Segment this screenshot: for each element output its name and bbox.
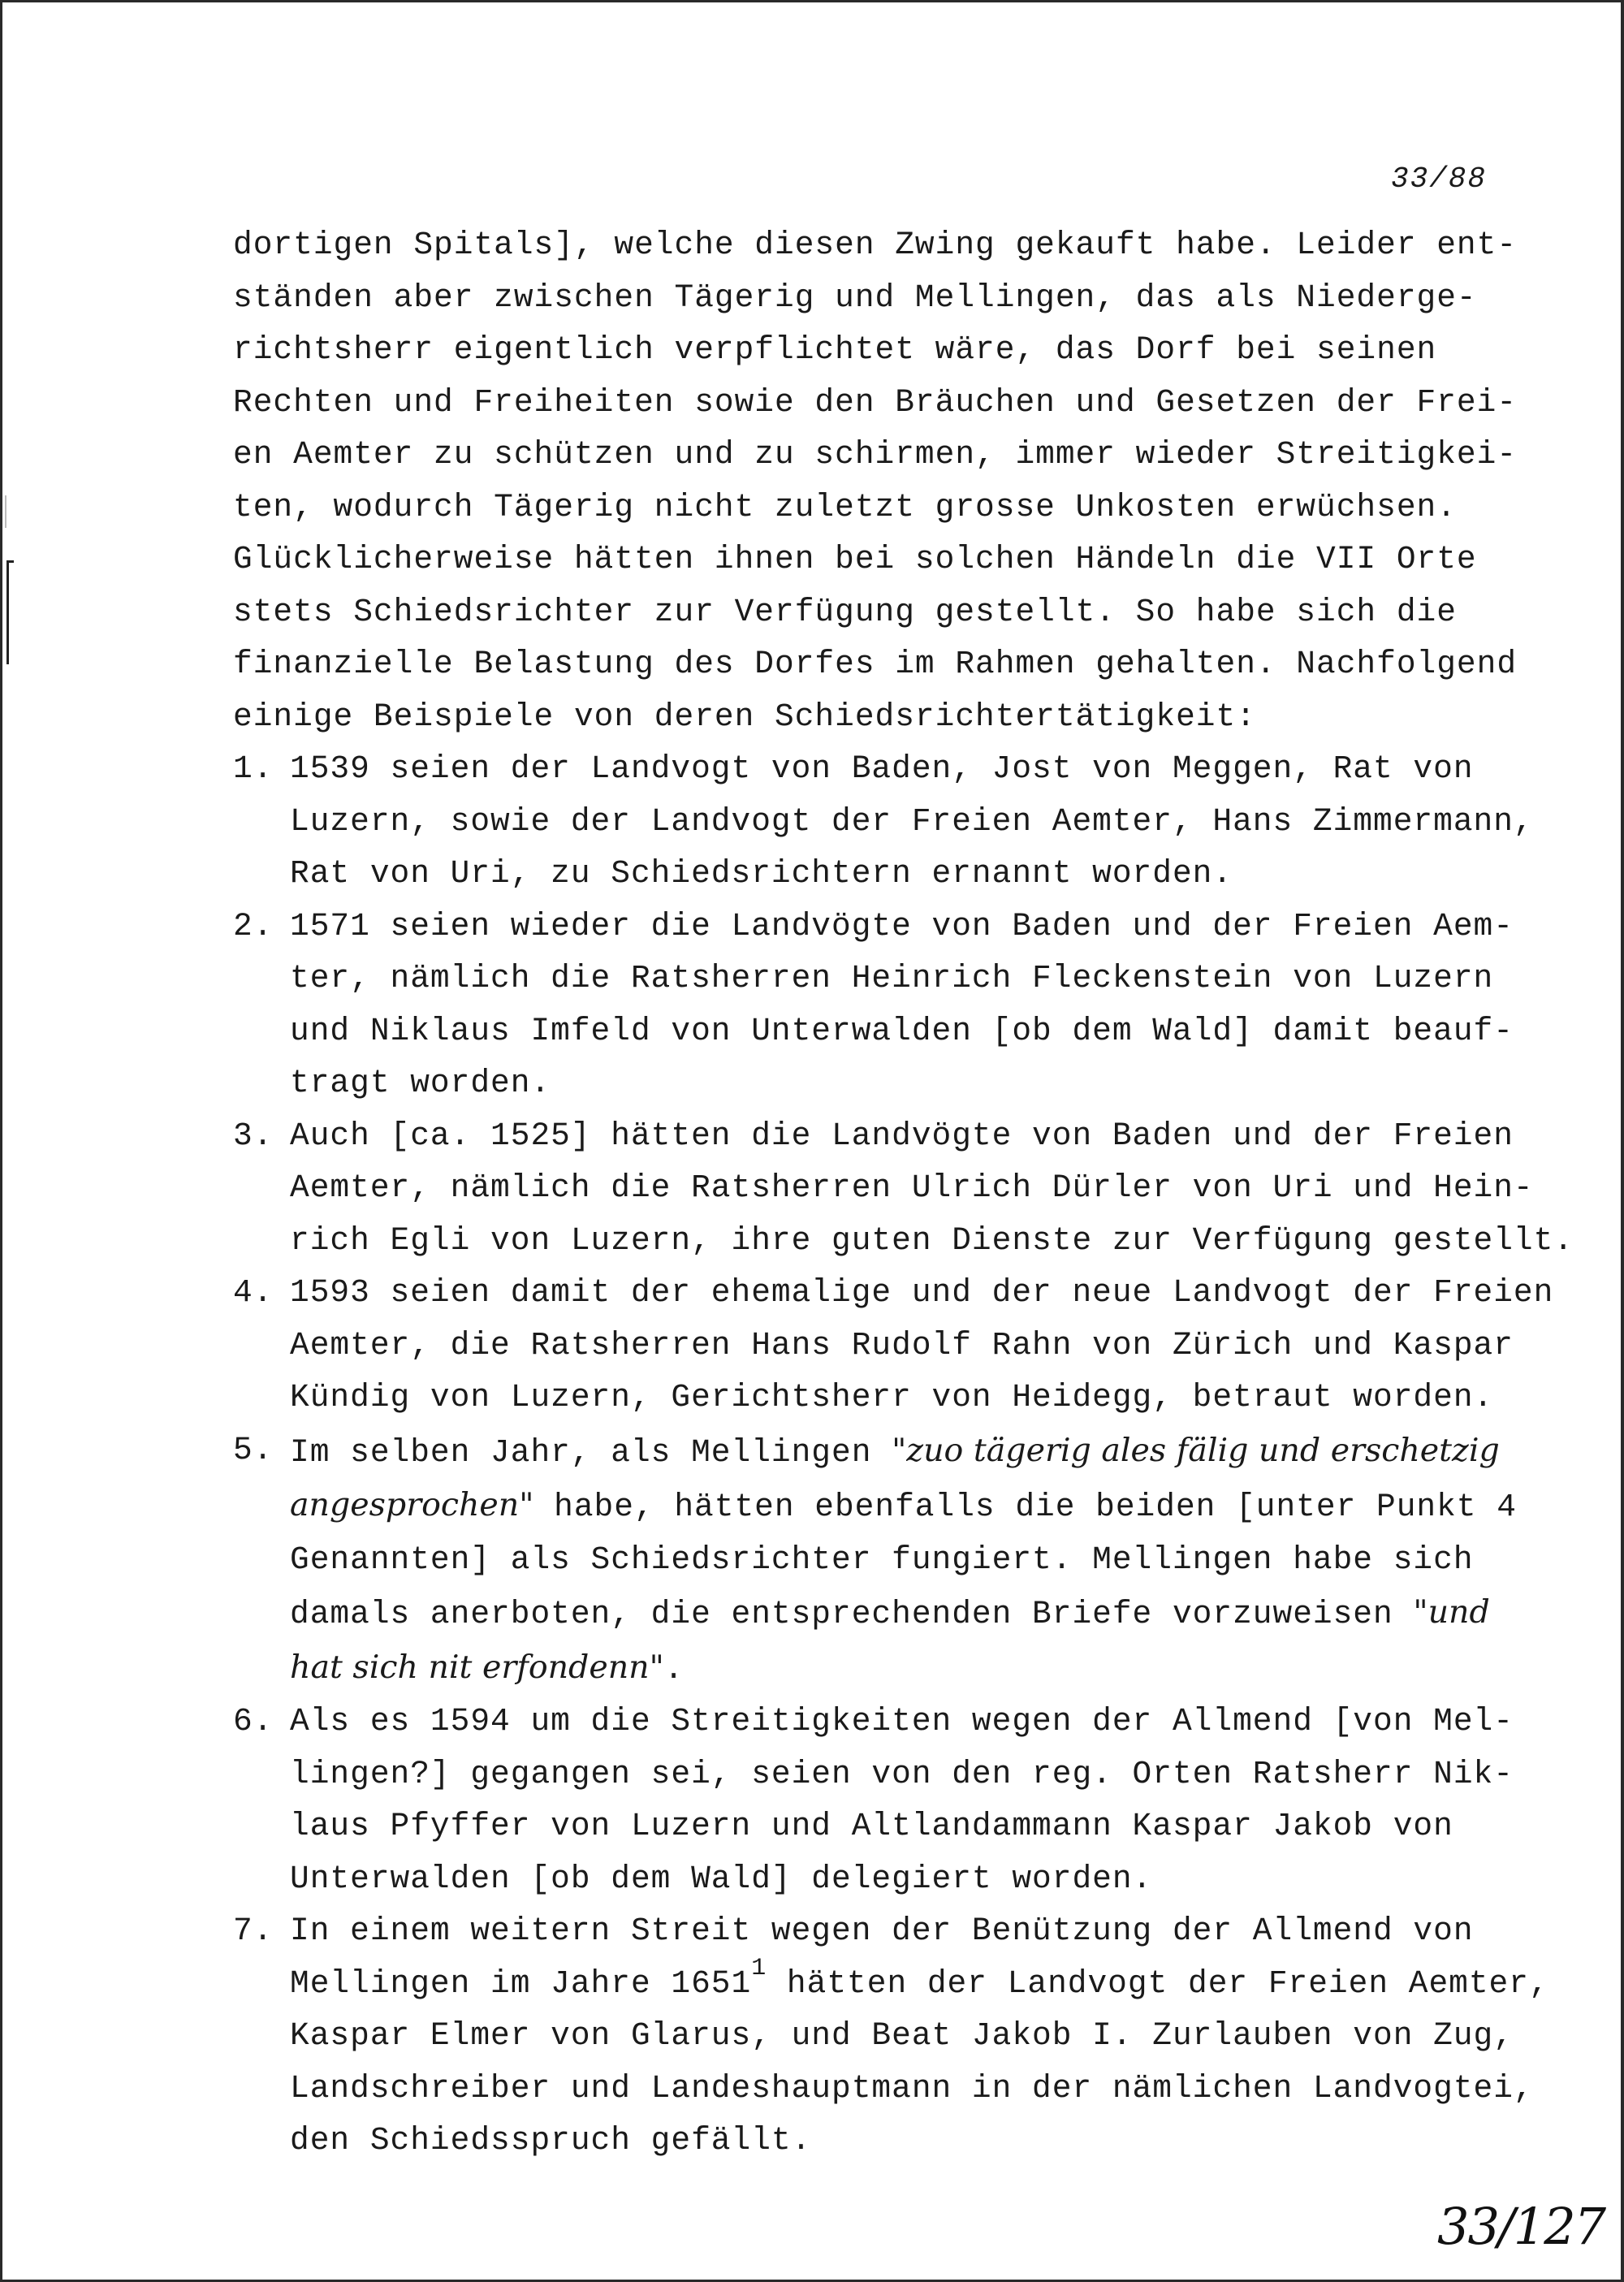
list-item — [233, 743, 1597, 901]
body-text — [233, 219, 1597, 2167]
text-line: 1539 seien der Landvogt von Baden, Jost von Meggen, Rat von — [290, 750, 1474, 787]
text-line: Unterwalden [ob dem Wald] delegiert worden. — [290, 1860, 1153, 1897]
footnote-marker: 1 — [751, 1954, 767, 1982]
text-line: Genannten] als Schiedsrichter fungiert. Mellingen habe sich — [290, 1541, 1474, 1578]
text-line: In einem weitern Streit wegen der Benützung der Allmend von — [290, 1912, 1474, 1949]
scan-edge-top — [0, 0, 1624, 2]
text-line — [290, 1586, 1597, 1641]
text-segment: habe, hätten ebenfalls die beiden [unter Punkt 4 — [533, 1489, 1517, 1525]
text-line: Kündig von Luzern, Gerichtsherr von Heidegg, betraut worden. — [290, 1379, 1494, 1415]
quoted-source-text: "zuo tägerig ales fälig und erschetzig — [892, 1431, 1500, 1469]
text-line: Rechten und Freiheiten sowie den Bräuchen und Gesetzen der Frei- — [233, 383, 1518, 421]
text-segment: hätten der Landvogt der Freien Aemter, — [767, 1964, 1549, 2002]
quoted-source-text: hat sich nit erfondenn" — [290, 1648, 664, 1686]
text-line: lingen?] gegangen sei, seien von den reg. Orten Ratsherr Nik- — [290, 1755, 1514, 1792]
text-line — [290, 1641, 1597, 1696]
text-line: laus Pfyffer von Luzern und Altlandammann Kaspar Jakob von — [290, 1808, 1453, 1844]
text-segment: Im selben Jahr, als Mellingen — [290, 1433, 892, 1471]
scan-edge-left — [0, 0, 2, 2282]
text-segment: . — [663, 1650, 685, 1688]
text-line: Aemter, die Ratsherren Hans Rudolf Rahn von Zürich und Kaspar — [290, 1326, 1514, 1364]
text-segment: damals anerboten, die entsprechenden Briefe vorzuweisen — [290, 1596, 1414, 1632]
text-segment: Mellingen im Jahre 1651 — [290, 1964, 752, 2002]
text-line: Luzern, sowie der Landvogt der Freien Aemter, Hans Zimmermann, — [290, 802, 1534, 840]
list-number: 3. — [233, 1117, 274, 1154]
text-line: finanzielle Belastung des Dorfes im Rahmen gehalten. Nachfolgend — [233, 646, 1518, 682]
text-line: Rat von Uri, zu Schiedsrichtern ernannt worden. — [290, 855, 1233, 892]
text-line: und Niklaus Imfeld von Unterwalden [ob dem Wald] damit beauf- — [290, 1012, 1514, 1049]
text-line: 1593 seien damit der ehemalige und der neue Landvogt der Freien — [290, 1274, 1554, 1311]
list-item — [233, 1696, 1597, 1905]
text-line — [290, 1424, 1597, 1480]
text-line: tragt worden. — [290, 1065, 551, 1101]
text-line: en Aemter zu schützen und zu schirmen, immer wieder Streitigkei- — [233, 436, 1518, 473]
text-line: dortigen Spitals], welche diesen Zwing gekauft habe. Leider ent- — [233, 227, 1518, 263]
text-line — [290, 1479, 1597, 1534]
list-item — [233, 901, 1597, 1110]
examples-list — [233, 743, 1597, 2167]
list-number: 6. — [233, 1703, 274, 1740]
text-line: Kaspar Elmer von Glarus, und Beat Jakob I. Zurlauben von Zug, — [290, 2017, 1514, 2054]
text-line: ständen aber zwischen Tägerig und Mellingen, das als Niederge- — [233, 279, 1477, 316]
text-line: ter, nämlich die Ratsherren Heinrich Fleckenstein von Luzern — [290, 960, 1494, 996]
text-line: Glücklicherweise hätten ihnen bei solchen Händeln die VII Orte — [233, 541, 1477, 577]
intro-paragraph — [233, 219, 1597, 743]
quoted-source-text: "und — [1413, 1593, 1490, 1631]
text-line: Als es 1594 um die Streitigkeiten wegen der Allmend [von Mel- — [290, 1703, 1514, 1740]
margin-mark — [5, 495, 6, 528]
quoted-source-text: angesprochen" — [290, 1486, 534, 1523]
text-line: 1571 seien wieder die Landvögte von Baden und der Freien Aem- — [290, 907, 1514, 944]
text-line: ten, wodurch Tägerig nicht zuletzt grosse Unkosten erwüchsen. — [233, 488, 1457, 525]
list-number: 1. — [233, 750, 274, 787]
list-number: 2. — [233, 907, 274, 944]
text-line: den Schiedsspruch gefällt. — [290, 2122, 812, 2159]
page-reference: 33/88 — [1391, 162, 1488, 196]
scan-edge-right — [1621, 0, 1624, 2282]
text-line: rich Egli von Luzern, ihre guten Dienste zur Verfügung gestellt. — [290, 1221, 1574, 1259]
text-line: Aemter, nämlich die Ratsherren Ulrich Dürler von Uri und Hein- — [290, 1169, 1534, 1206]
text-line — [290, 1954, 1597, 2011]
list-item — [233, 1110, 1597, 1268]
margin-bracket — [6, 560, 14, 664]
list-number: 4. — [233, 1274, 274, 1311]
text-line: stets Schiedsrichter zur Verfügung gestellt. So habe sich die — [233, 593, 1457, 630]
handwritten-folio-number: 33/127 — [1437, 2197, 1605, 2256]
list-item — [233, 1424, 1597, 1696]
list-number: 5. — [233, 1431, 274, 1468]
list-item — [233, 1905, 1597, 2167]
text-line: richtsherr eigentlich verpflichtet wäre, das Dorf bei seinen — [233, 331, 1437, 368]
text-line: Landschreiber und Landeshauptmann in der nämlichen Landvogtei, — [290, 2069, 1534, 2107]
text-line: Auch [ca. 1525] hätten die Landvögte von Baden und der Freien — [290, 1117, 1514, 1154]
list-number: 7. — [233, 1912, 274, 1949]
list-item — [233, 1267, 1597, 1424]
text-line: einige Beispiele von deren Schiedsrichtertätigkeit: — [233, 698, 1256, 735]
